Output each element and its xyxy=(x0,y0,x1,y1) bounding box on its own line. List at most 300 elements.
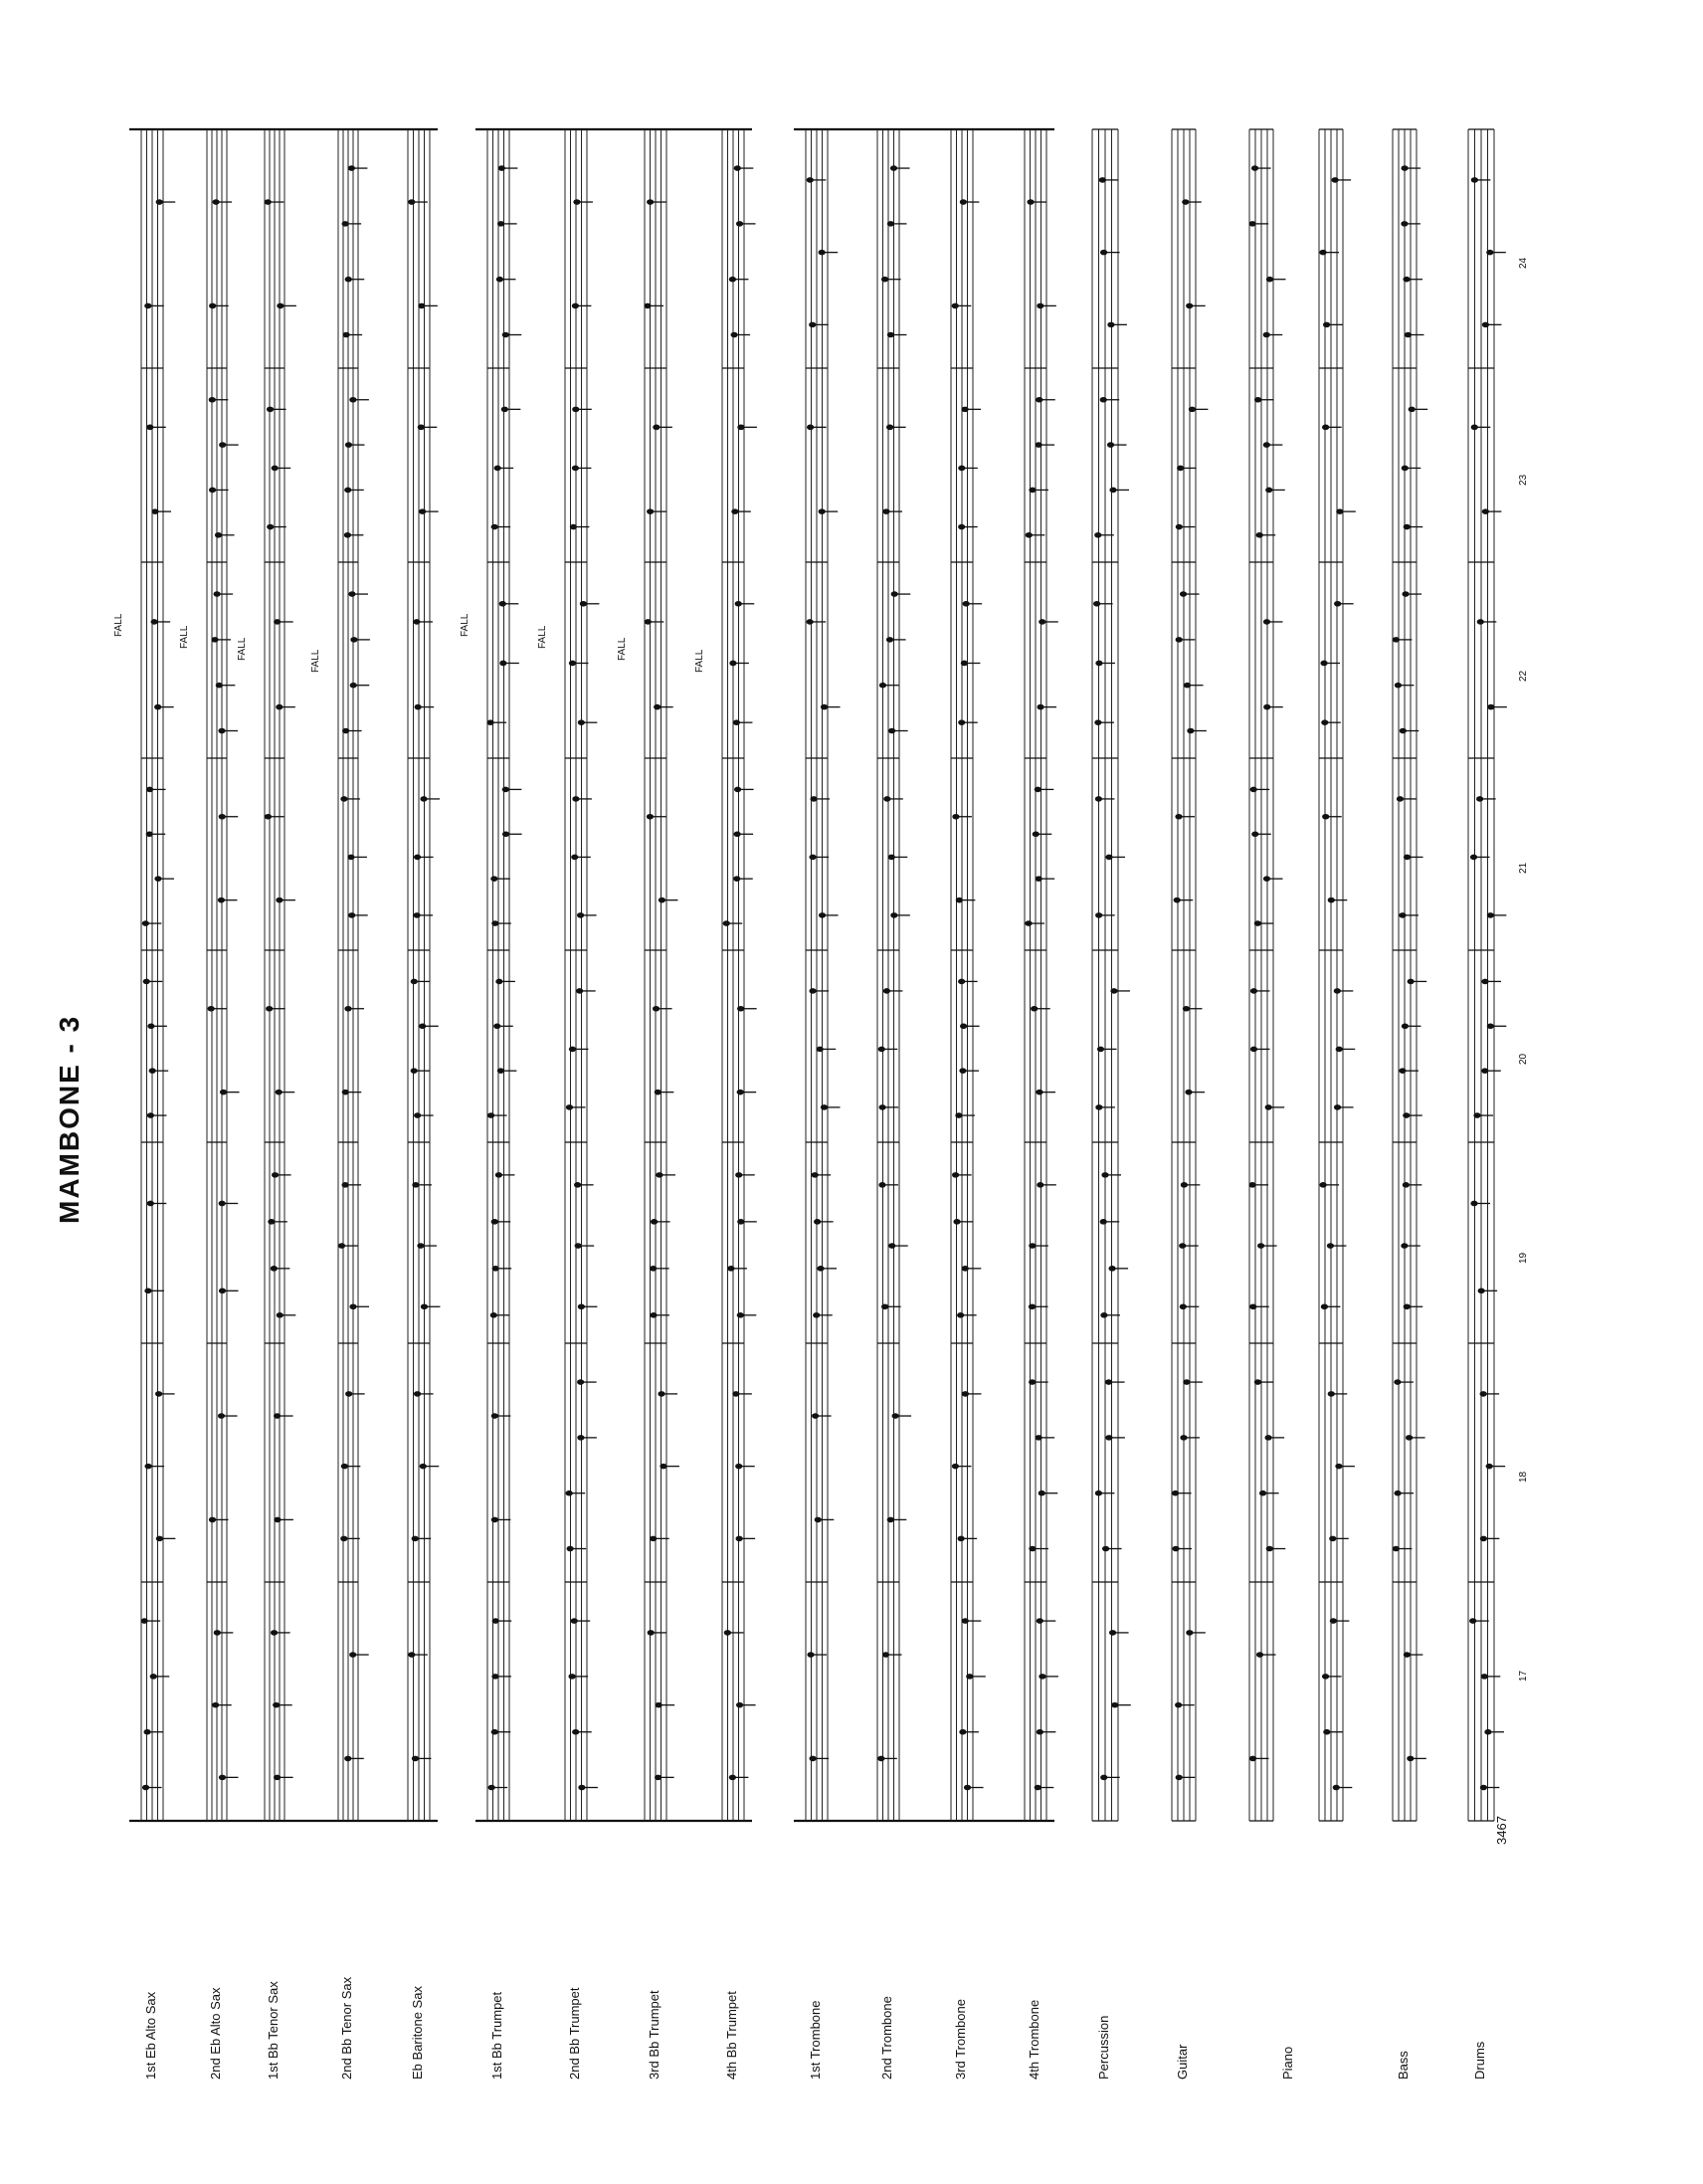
note-head xyxy=(887,1517,894,1523)
note-head xyxy=(573,199,580,205)
note-head xyxy=(881,277,888,283)
note-head xyxy=(887,332,894,338)
staff-2nd-bb-trumpet xyxy=(565,129,587,1821)
note-head xyxy=(487,1112,494,1118)
note-head xyxy=(1470,855,1477,861)
note-head xyxy=(576,988,583,994)
measure-number: 17 xyxy=(1518,1670,1529,1682)
note-head xyxy=(1399,1068,1406,1074)
note-head xyxy=(572,796,579,802)
note-head xyxy=(1249,1303,1256,1309)
note-head xyxy=(1177,466,1184,472)
note-head xyxy=(420,1464,427,1470)
note-head xyxy=(1334,601,1341,607)
page-number: 3467 xyxy=(1494,1816,1509,1845)
note-head xyxy=(219,1775,226,1781)
note-head xyxy=(883,796,890,802)
note-head xyxy=(877,1756,884,1762)
note-head xyxy=(645,619,652,625)
note-head xyxy=(267,407,274,413)
note-head xyxy=(1249,1756,1256,1762)
note-head xyxy=(813,1312,820,1318)
note-head xyxy=(1480,1785,1487,1791)
note-head xyxy=(1264,1435,1271,1441)
note-head xyxy=(1319,250,1326,256)
note-head xyxy=(220,1090,227,1095)
note-head xyxy=(1036,442,1042,448)
note-head xyxy=(418,303,425,309)
note-head xyxy=(276,1090,283,1095)
note-head xyxy=(737,1090,744,1095)
measure-number: 24 xyxy=(1518,257,1529,269)
note-head xyxy=(1401,221,1408,227)
note-head xyxy=(1100,1775,1107,1781)
note-head xyxy=(147,1112,154,1118)
note-head xyxy=(962,1618,969,1624)
note-head xyxy=(277,1312,284,1318)
note-head xyxy=(733,876,740,882)
note-head xyxy=(879,683,886,689)
note-head xyxy=(1100,397,1107,403)
note-head xyxy=(418,425,425,431)
note-head xyxy=(266,1006,273,1012)
note-head xyxy=(1334,988,1341,994)
note-head xyxy=(735,601,742,607)
note-head xyxy=(411,1068,418,1074)
note-head xyxy=(1395,683,1402,689)
note-head xyxy=(961,661,968,667)
note-head xyxy=(658,1391,664,1397)
note-head xyxy=(1107,322,1114,328)
note-head xyxy=(882,508,889,514)
note-head xyxy=(575,1243,582,1249)
note-head xyxy=(419,1024,426,1030)
note-head xyxy=(656,1172,662,1178)
notes-7 xyxy=(644,199,679,1780)
note-head xyxy=(727,1266,734,1272)
note-head xyxy=(1180,1303,1187,1309)
note-head xyxy=(888,1243,895,1249)
note-head xyxy=(1408,979,1415,985)
note-head xyxy=(644,303,651,309)
note-head xyxy=(891,591,898,597)
note-head xyxy=(211,637,218,643)
note-head xyxy=(1187,728,1194,734)
note-head xyxy=(580,601,587,607)
note-head xyxy=(209,488,216,494)
note-head xyxy=(348,591,355,597)
note-head xyxy=(819,912,826,918)
note-head xyxy=(143,1729,150,1735)
note-head xyxy=(1471,177,1478,183)
note-head xyxy=(214,1630,221,1636)
instrument-label: 3rd Trombone xyxy=(953,1999,968,2080)
note-head xyxy=(419,508,426,514)
note-head xyxy=(1095,912,1102,918)
note-head xyxy=(1100,1312,1107,1318)
note-head xyxy=(155,1391,162,1397)
note-head xyxy=(1250,1047,1257,1053)
note-head xyxy=(1035,787,1041,793)
note-head xyxy=(151,619,158,625)
note-head xyxy=(1406,1435,1413,1441)
note-head xyxy=(149,1068,156,1074)
note-head xyxy=(1328,1391,1335,1397)
note-head xyxy=(651,1219,658,1225)
note-head xyxy=(1481,979,1488,985)
note-head xyxy=(568,1674,575,1680)
note-head xyxy=(577,1379,584,1385)
instrument-label: 2nd Bb Trumpet xyxy=(567,1987,582,2080)
note-head xyxy=(348,165,355,171)
note-head xyxy=(1036,1435,1042,1441)
note-head xyxy=(219,1201,226,1207)
note-head xyxy=(577,912,584,918)
note-head xyxy=(962,1391,969,1397)
note-head xyxy=(1259,1490,1266,1496)
note-head xyxy=(1335,1464,1342,1470)
note-head xyxy=(888,728,895,734)
note-head xyxy=(959,1068,966,1074)
note-head xyxy=(578,719,585,725)
note-head xyxy=(1393,637,1400,643)
note-head xyxy=(415,704,422,710)
note-head xyxy=(953,1219,960,1225)
note-head xyxy=(567,1546,574,1552)
note-head xyxy=(1329,1536,1336,1542)
note-head xyxy=(144,1464,151,1470)
note-head xyxy=(497,221,504,227)
note-head xyxy=(890,165,897,171)
note-head xyxy=(492,1618,499,1624)
note-head xyxy=(961,407,968,413)
note-head xyxy=(1110,988,1117,994)
note-head xyxy=(1105,855,1112,861)
note-head xyxy=(1263,332,1270,338)
note-head xyxy=(1097,1047,1104,1053)
note-head xyxy=(208,1006,215,1012)
note-head xyxy=(1400,728,1407,734)
note-head xyxy=(491,1517,498,1523)
staff-percussion xyxy=(1092,129,1118,1821)
note-head xyxy=(150,1674,157,1680)
note-head xyxy=(659,897,665,903)
staff-eb-baritone-sax xyxy=(408,129,430,1821)
note-head xyxy=(731,508,738,514)
note-head xyxy=(1037,704,1043,710)
note-head xyxy=(647,508,654,514)
note-head xyxy=(265,814,272,820)
note-head xyxy=(736,221,743,227)
note-head xyxy=(491,524,498,530)
staff-3rd-bb-trumpet xyxy=(645,129,666,1821)
fall-marking: FALL xyxy=(179,625,190,649)
note-head xyxy=(1095,1104,1102,1110)
note-head xyxy=(411,979,418,985)
note-head xyxy=(154,704,161,710)
note-head xyxy=(1321,1303,1328,1309)
staff-bass xyxy=(1393,129,1417,1821)
note-head xyxy=(344,488,351,494)
note-head xyxy=(1484,1729,1491,1735)
note-head xyxy=(655,1090,662,1095)
note-head xyxy=(1101,1172,1108,1178)
note-head xyxy=(344,532,351,538)
note-head xyxy=(1037,1182,1043,1188)
measure-number: 21 xyxy=(1518,862,1529,874)
note-head xyxy=(809,988,816,994)
note-head xyxy=(1322,814,1329,820)
note-head xyxy=(1254,1379,1261,1385)
note-head xyxy=(272,466,279,472)
note-head xyxy=(1394,1379,1401,1385)
note-head xyxy=(349,1303,356,1309)
note-head xyxy=(966,1674,973,1680)
staff-1st-bb-trumpet xyxy=(487,129,509,1821)
note-head xyxy=(219,442,226,448)
note-head xyxy=(1265,1104,1272,1110)
note-head xyxy=(1099,177,1106,183)
note-head xyxy=(1176,637,1183,643)
note-head xyxy=(1471,425,1478,431)
note-head xyxy=(1037,1618,1043,1624)
note-head xyxy=(498,165,505,171)
note-head xyxy=(810,796,817,802)
note-head xyxy=(349,1652,356,1658)
instrument-label: 2nd Trombone xyxy=(879,1996,894,2080)
notes-16 xyxy=(1393,165,1427,1761)
note-head xyxy=(1180,591,1187,597)
note-head xyxy=(1328,897,1335,903)
notes-5 xyxy=(486,165,521,1790)
note-head xyxy=(1174,897,1181,903)
fall-marking: FALL xyxy=(113,613,124,637)
note-head xyxy=(1251,832,1258,838)
note-head xyxy=(1183,1006,1190,1012)
note-head xyxy=(1404,855,1411,861)
note-head xyxy=(958,524,965,530)
note-head xyxy=(141,1618,148,1624)
note-head xyxy=(578,1785,585,1791)
note-head xyxy=(569,661,576,667)
note-head xyxy=(882,1652,889,1658)
note-head xyxy=(488,1785,495,1791)
note-head xyxy=(1175,814,1182,820)
note-head xyxy=(1266,1546,1273,1552)
note-head xyxy=(1266,277,1273,283)
note-head xyxy=(1404,1303,1411,1309)
note-head xyxy=(1037,1729,1043,1735)
note-head xyxy=(650,1312,657,1318)
note-head xyxy=(819,508,826,514)
note-head xyxy=(491,1674,498,1680)
note-head xyxy=(807,425,814,431)
note-head xyxy=(414,912,421,918)
note-head xyxy=(271,1266,278,1272)
note-head xyxy=(1263,704,1270,710)
instrument-label: 3rd Bb Trumpet xyxy=(647,1990,662,2080)
note-head xyxy=(218,1413,225,1419)
note-head xyxy=(1026,532,1033,538)
note-head xyxy=(960,1024,967,1030)
note-head xyxy=(1036,1090,1042,1095)
note-head xyxy=(491,1413,498,1419)
note-head xyxy=(1029,1546,1036,1552)
fall-marking: FALL xyxy=(460,613,471,637)
note-head xyxy=(147,1201,154,1207)
note-head xyxy=(209,397,216,403)
page-title: MAMBONE - 3 xyxy=(54,1014,85,1224)
note-head xyxy=(1176,1775,1183,1781)
note-head xyxy=(1109,1630,1116,1636)
staff-2nd-bb-tenor-sax xyxy=(338,129,358,1821)
note-head xyxy=(486,719,493,725)
note-head xyxy=(1182,199,1189,205)
staff-2nd-eb-alto-sax xyxy=(207,129,227,1821)
note-head xyxy=(814,1219,821,1225)
note-head xyxy=(815,1517,822,1523)
note-head xyxy=(495,1172,502,1178)
instrument-label: Piano xyxy=(1280,2046,1295,2080)
note-head xyxy=(1175,1702,1182,1708)
fall-marking: FALL xyxy=(617,637,628,661)
note-head xyxy=(350,683,357,689)
note-head xyxy=(958,979,965,985)
measure-number: 19 xyxy=(1518,1252,1529,1264)
note-head xyxy=(1094,532,1101,538)
note-head xyxy=(962,1266,969,1272)
instrument-label: Percussion xyxy=(1096,2015,1111,2080)
note-head xyxy=(341,1464,348,1470)
note-head xyxy=(502,332,509,338)
note-head xyxy=(809,855,816,861)
note-head xyxy=(578,1303,585,1309)
note-head xyxy=(1487,704,1494,710)
note-head xyxy=(1330,1618,1337,1624)
note-head xyxy=(209,303,216,309)
fall-marking: FALL xyxy=(537,625,548,649)
note-head xyxy=(1186,303,1193,309)
note-head xyxy=(1393,1546,1400,1552)
note-head xyxy=(650,1266,657,1272)
note-head xyxy=(265,199,272,205)
note-head xyxy=(350,637,357,643)
note-head xyxy=(408,199,415,205)
note-head xyxy=(1095,1490,1102,1496)
staff-4th-trombone xyxy=(1025,129,1046,1821)
note-head xyxy=(952,1464,959,1470)
note-head xyxy=(1320,661,1327,667)
instrument-label: Guitar xyxy=(1175,2044,1190,2080)
note-head xyxy=(1404,1652,1411,1658)
note-head xyxy=(1321,719,1328,725)
note-head xyxy=(812,1413,819,1419)
note-head xyxy=(729,1775,736,1781)
note-head xyxy=(274,1775,281,1781)
note-head xyxy=(1179,1243,1186,1249)
note-head xyxy=(146,832,153,838)
note-head xyxy=(1402,466,1409,472)
note-head xyxy=(1469,1618,1476,1624)
note-head xyxy=(1263,876,1270,882)
note-head xyxy=(497,1068,504,1074)
note-head xyxy=(212,1702,219,1708)
note-head xyxy=(958,719,965,725)
note-head xyxy=(729,277,736,283)
note-head xyxy=(571,1618,578,1624)
note-head xyxy=(491,1729,498,1735)
note-head xyxy=(821,704,828,710)
note-head xyxy=(1105,1379,1112,1385)
note-head xyxy=(566,1490,573,1496)
staff-3rd-trombone xyxy=(951,129,973,1821)
note-head xyxy=(737,1312,744,1318)
note-head xyxy=(1486,1464,1493,1470)
note-head xyxy=(156,199,163,205)
measure-number: 20 xyxy=(1518,1053,1529,1065)
note-head xyxy=(733,719,740,725)
note-head xyxy=(490,876,497,882)
note-head xyxy=(344,1006,351,1012)
note-head xyxy=(729,661,736,667)
note-head xyxy=(1336,1047,1343,1053)
note-head xyxy=(1402,1024,1409,1030)
note-head xyxy=(1181,1182,1188,1188)
note-head xyxy=(142,920,149,926)
note-head xyxy=(819,250,826,256)
note-head xyxy=(347,855,354,861)
note-head xyxy=(421,1303,428,1309)
note-head xyxy=(1184,683,1191,689)
note-head xyxy=(219,814,226,820)
note-head xyxy=(1183,1379,1190,1385)
note-head xyxy=(653,1006,660,1012)
note-head xyxy=(154,876,161,882)
note-head xyxy=(572,1729,579,1735)
note-head xyxy=(144,1289,151,1294)
instrument-label: 1st Eb Alto Sax xyxy=(143,1991,158,2080)
fall-marking: FALL xyxy=(694,649,705,673)
note-head xyxy=(1186,1630,1193,1636)
note-head xyxy=(1487,912,1494,918)
note-head xyxy=(1486,250,1493,256)
note-head xyxy=(1107,442,1114,448)
note-head xyxy=(1327,1243,1334,1249)
note-head xyxy=(723,920,730,926)
note-head xyxy=(342,1090,349,1095)
note-head xyxy=(737,425,744,431)
note-head xyxy=(1250,787,1257,793)
instrument-label: 2nd Eb Alto Sax xyxy=(208,1987,223,2080)
note-head xyxy=(1323,322,1330,328)
notes-15 xyxy=(1248,165,1355,1790)
note-head xyxy=(1180,1435,1187,1441)
note-head xyxy=(1476,796,1483,802)
note-head xyxy=(491,920,498,926)
measure-number: 18 xyxy=(1518,1471,1529,1483)
note-head xyxy=(1405,332,1412,338)
staff-1st-trombone xyxy=(806,129,828,1821)
note-head xyxy=(1263,442,1270,448)
note-head xyxy=(1029,488,1036,494)
note-head xyxy=(1333,1785,1340,1791)
note-head xyxy=(817,1266,824,1272)
note-head xyxy=(1403,277,1410,283)
note-head xyxy=(1481,1068,1488,1074)
note-head xyxy=(1470,1201,1477,1207)
note-head xyxy=(957,1312,964,1318)
note-head xyxy=(732,1391,739,1397)
